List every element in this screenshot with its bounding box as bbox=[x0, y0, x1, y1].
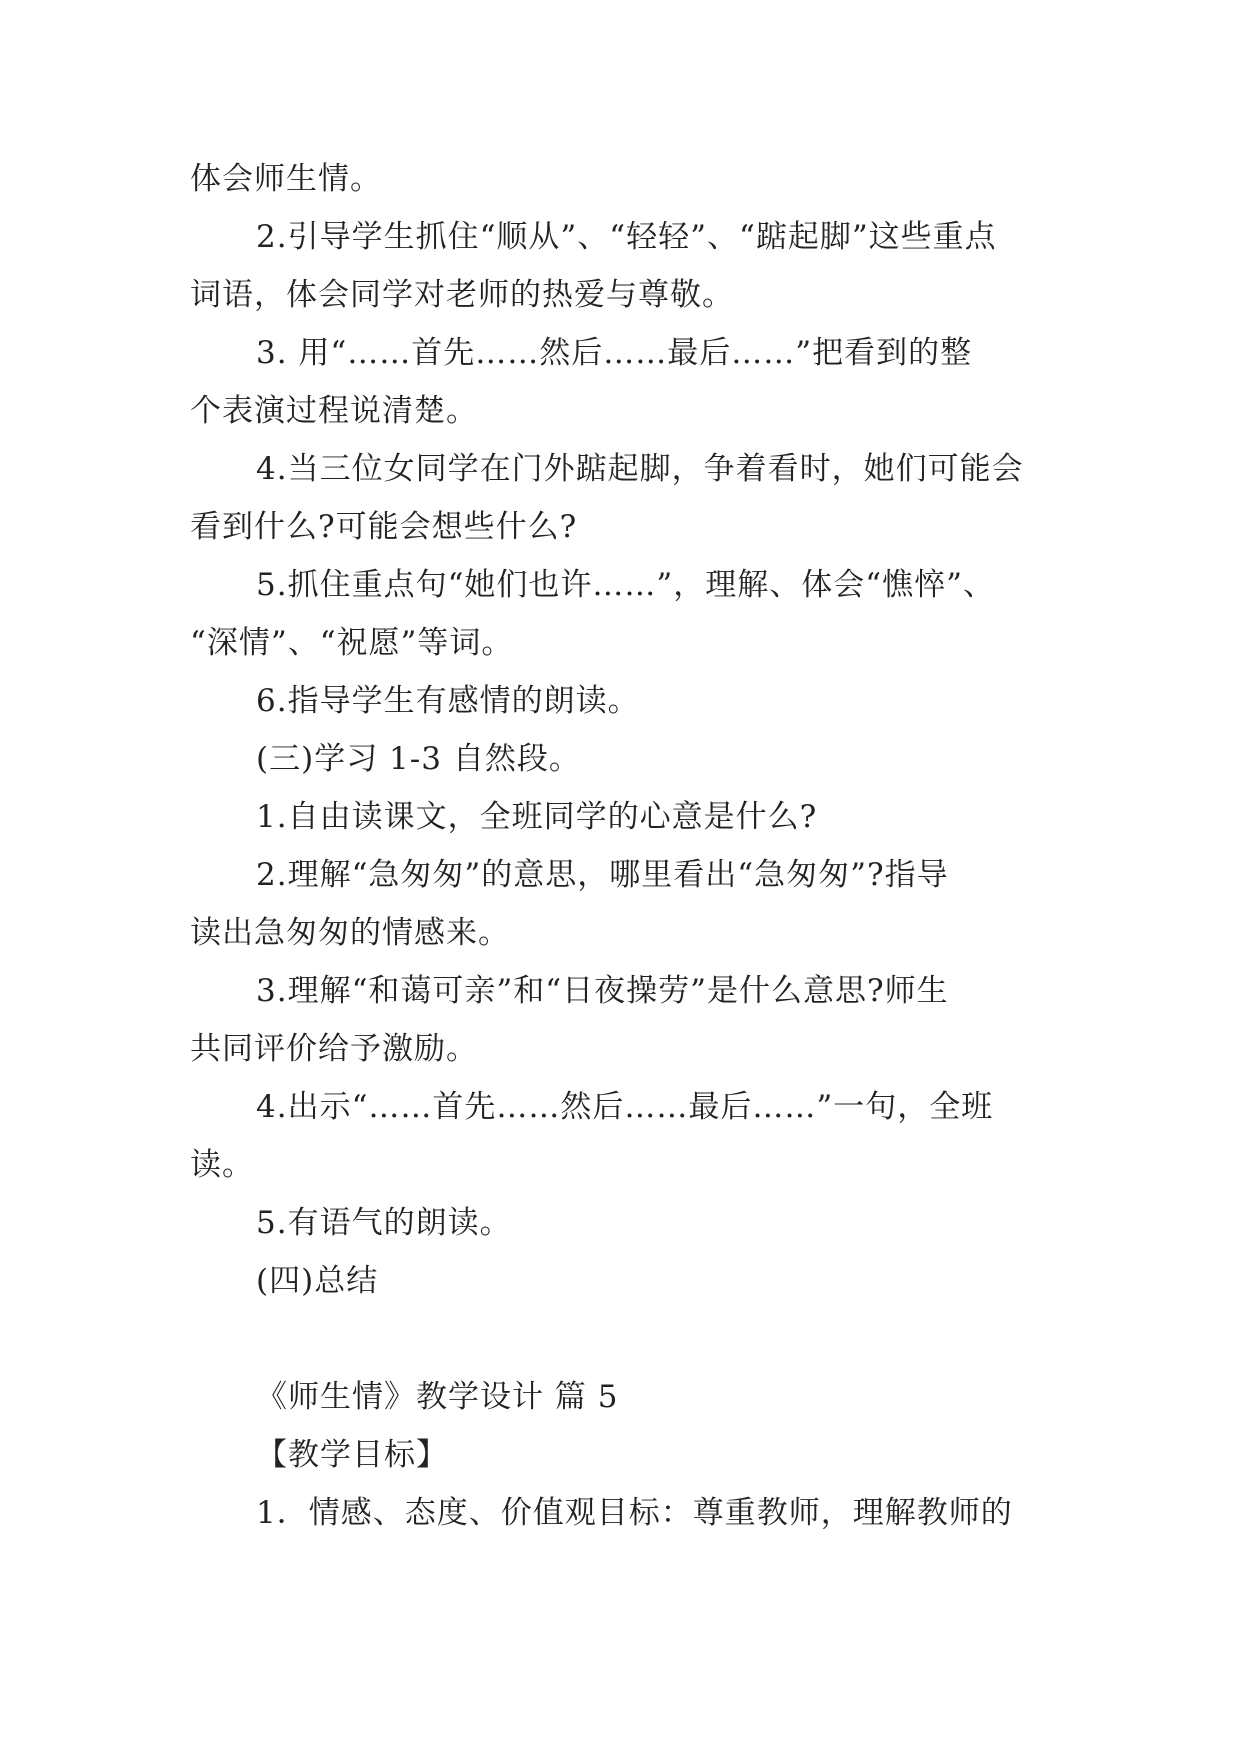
objectives-heading: 【教学目标】 bbox=[256, 1437, 448, 1473]
objective-item: 1．情感、态度、价值观目标：尊重教师，理解教师的 bbox=[256, 1495, 1013, 1531]
text-line: 共同评价给予激励。 bbox=[190, 1031, 478, 1067]
list-item: 4.当三位女同学在门外踮起脚，争着看时，她们可能会 bbox=[256, 451, 1024, 487]
blank-line bbox=[190, 1310, 1052, 1368]
text-line: 个表演过程说清楚。 bbox=[190, 393, 478, 429]
section-title: 《师生情》教学设计 篇 5 bbox=[256, 1379, 619, 1415]
section-heading: (四)总结 bbox=[256, 1263, 379, 1299]
list-item: 4.出示“……首先……然后……最后……”一句，全班 bbox=[256, 1089, 994, 1125]
list-item: 1.自由读课文，全班同学的心意是什么? bbox=[256, 799, 818, 835]
list-item: 5.抓住重点句“她们也许……”，理解、体会“憔悴”、 bbox=[256, 567, 995, 603]
list-item: 2.引导学生抓住“顺从”、“轻轻”、“踮起脚”这些重点 bbox=[256, 219, 997, 255]
section-heading: (三)学习 1-3 自然段。 bbox=[256, 741, 581, 777]
list-item: 5.有语气的朗读。 bbox=[256, 1205, 512, 1241]
list-item: 3. 用“……首先……然后……最后……”把看到的整 bbox=[256, 335, 973, 371]
text-line: 词语，体会同学对老师的热爱与尊敬。 bbox=[190, 277, 734, 313]
list-item: 6.指导学生有感情的朗读。 bbox=[256, 683, 640, 719]
list-item: 3.理解“和蔼可亲”和“日夜操劳”是什么意思?师生 bbox=[256, 973, 949, 1009]
text-line: 读出急匆匆的情感来。 bbox=[190, 915, 510, 951]
text-line: 体会师生情。 bbox=[190, 161, 382, 197]
document-page bbox=[190, 150, 1052, 1542]
list-item: 2.理解“急匆匆”的意思，哪里看出“急匆匆”?指导 bbox=[256, 857, 949, 893]
text-line: 看到什么?可能会想些什么? bbox=[190, 509, 578, 545]
text-line: “深情”、“祝愿”等词。 bbox=[190, 625, 514, 661]
text-line: 读。 bbox=[190, 1147, 254, 1183]
